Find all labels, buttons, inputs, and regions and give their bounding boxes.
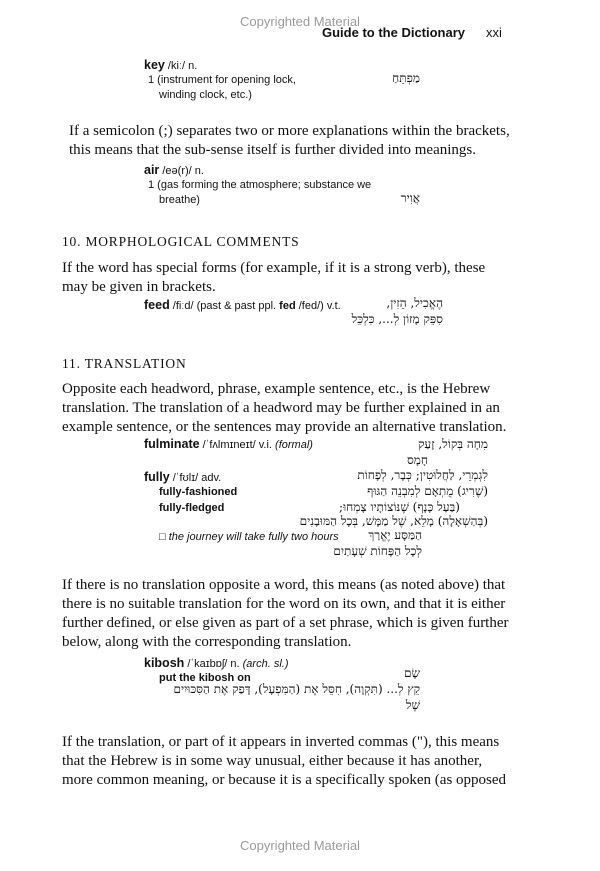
entry-label: (arch. sl.): [242, 658, 289, 670]
watermark-top: Copyrighted Material: [240, 14, 360, 29]
entry-headword: air: [144, 163, 160, 177]
entry-hebrew: הֶאֱכִיל, הֵזִין,: [386, 296, 443, 310]
entry-pronunciation: /ˈkaɪbɒʃ/ n.: [187, 658, 240, 670]
entry-sense: 1 (gas forming the atmosphere; substance we: [148, 179, 372, 191]
entry-hebrew: אֲוִיר: [400, 191, 420, 205]
entry-pronunciation: /ˈfʊlɪ/ adv.: [172, 472, 222, 484]
running-head: Guide to the Dictionary: [322, 25, 466, 40]
entry-headword: feed: [144, 298, 170, 312]
entry-example-hebrew-continued: לְכָל הַפָּחוֹת שְׁעָתַיִם: [333, 544, 422, 558]
entry-sense: 1 (instrument for opening lock,: [148, 74, 296, 86]
entry-example-hebrew: הַמַּסָּע יֶאֱרַךְ: [368, 528, 422, 542]
paragraph-no-translation: If there is no translation opposite a word, this means (as noted above) that there is no suitable translation for the word on its own, and that it is either further defined, or else given as part of a set phrase, which is given further below, along with the corresponding translation.: [62, 577, 509, 650]
paragraph-inverted-commas: If the translation, or part of it appears in inverted commas ("), this means that the Hebrew is in some way unusual, either because it has another, more common meaning, or because it is a specifically spoken (as opposed: [62, 734, 507, 788]
entry-hebrew-continued: חָמָס: [406, 453, 428, 467]
entry-headword: key: [144, 58, 165, 72]
section-heading-translation: 11. TRANSLATION: [62, 356, 187, 371]
entry-phrase: put the kibosh on: [159, 672, 251, 684]
entry-headword: fulminate: [144, 437, 200, 451]
paragraph-morphological: If the word has special forms (for example, if it is a strong verb), these may be given in brackets.: [62, 260, 486, 295]
entry-pronunciation: /kiː/ n.: [167, 60, 198, 72]
entry-headword: kibosh: [144, 656, 185, 670]
entry-hebrew: לִגְמְרֵי, לַחֲלוּטִין; כְּבָר, לְפָחוֹת: [357, 468, 488, 482]
entry-hebrew-continued: סִפֵּק מָזוֹן לְ..., כִּלְכֵּל: [351, 312, 443, 326]
entry-phrase-hebrew-continued: שֶׁל: [405, 698, 420, 712]
entry-hebrew: שָׂם: [404, 666, 420, 680]
entry-sense-continued: breathe): [159, 194, 200, 206]
entry-form-pronunciation: /fed/) v.t.: [298, 300, 341, 312]
entry-example: □ the journey will take fully two hours: [159, 531, 339, 543]
entry-phrase: fully-fashioned: [159, 486, 238, 498]
entry-sense-continued: winding clock, etc.): [159, 89, 252, 101]
entry-form: fed: [279, 300, 296, 312]
entry-hebrew: מַפְתֵּחַ: [392, 71, 420, 85]
page-number: xxi: [486, 25, 502, 40]
entry-phrase-hebrew-continued: (בְּהַשְׁאָלָה) מָלֵא, שֶׁל מַמָּשׁ, בְּכָל הַמּוּבָנִים: [299, 514, 488, 528]
paragraph-semicolon: If a semicolon (;) separates two or more explanations within the brackets, this means that the sub-sense itself is further divided into meanings.: [69, 123, 510, 158]
entry-pronunciation: /fiːd/ (past & past ppl.: [172, 300, 277, 312]
entry-phrase-hebrew: קֵץ לְ... (תִּקְוָה), חִסֵּל אֶת (הַמִּפְעָל), דָּפַק אֶת הַסִּכּוּיִים: [173, 682, 420, 696]
entry-pronunciation: /ˈfʌlmɪneɪt/ v.i.: [202, 439, 272, 451]
entry-phrase-hebrew: (שֶׁרִיג) מֻתְאָם לְמִבְנֵה הַגּוּף: [367, 484, 488, 498]
section-heading-morphological: 10. MORPHOLOGICAL COMMENTS: [62, 234, 300, 249]
entry-pronunciation: /eə(r)/ n.: [162, 165, 204, 177]
entry-headword: fully: [144, 470, 170, 484]
watermark-bottom: Copyrighted Material: [240, 838, 360, 853]
entry-phrase: fully-fledged: [159, 502, 225, 514]
paragraph-translation: Opposite each headword, phrase, example sentence, etc., is the Hebrew translation. The translation of a headword may be further explained in an example sentence, or the sentences may provide an alternative translation.: [62, 381, 507, 435]
entry-label: (formal): [275, 439, 313, 451]
entry-hebrew: מִחָה בְּקוֹל, זָעַק: [417, 437, 488, 451]
entry-phrase-hebrew: (בַּעַל כָּנָף) שֶׁנּוֹצוֹתָיו צָמְחוּ;: [339, 500, 460, 514]
